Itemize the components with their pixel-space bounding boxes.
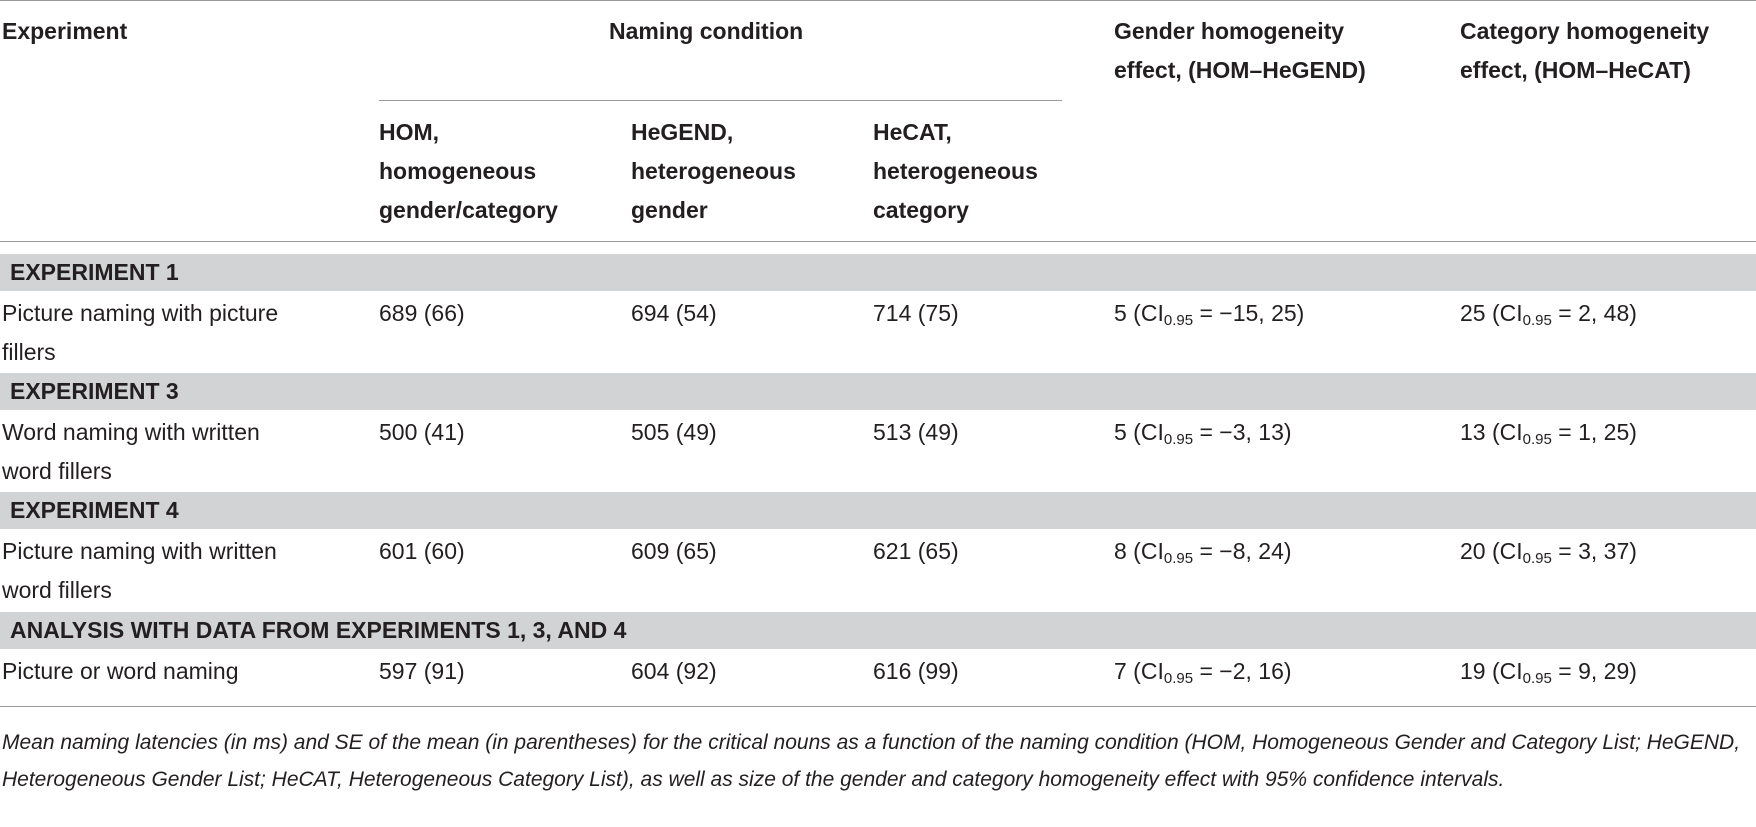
gender-effect-ci: −15, 25 xyxy=(1219,300,1297,326)
cell-category-effect: 19 ($CI_{0.95} = 9$, 29) xyxy=(1460,658,1637,687)
ci-label: CI xyxy=(1140,658,1164,684)
row-label-line-1: Picture naming with written xyxy=(2,538,277,564)
category-effect-value: 25 xyxy=(1460,300,1486,326)
header-bottom-rule xyxy=(0,241,1756,242)
cell-hegend: 505 (49) xyxy=(631,419,717,445)
ci-label: CI xyxy=(1140,300,1164,326)
row-label-line-2: word fillers xyxy=(2,577,112,603)
header-category-effect-line-1: Category homogeneity xyxy=(1460,18,1710,44)
category-effect-value: 13 xyxy=(1460,419,1486,445)
section-band xyxy=(0,254,1756,291)
row-label-line-2: word fillers xyxy=(2,458,112,484)
category-effect-ci: 9, 29 xyxy=(1578,658,1630,684)
cell-hecat: 616 (99) xyxy=(873,658,959,684)
header-hom-line-1: HOM, xyxy=(379,119,440,145)
gender-effect-value: 7 xyxy=(1114,658,1127,684)
ci-label: CI xyxy=(1499,658,1523,684)
table-bottom-rule xyxy=(0,706,1756,707)
naming-condition-rule xyxy=(379,100,1062,101)
cell-hegend: 609 (65) xyxy=(631,538,717,564)
header-hom-line-2: homogeneous xyxy=(379,158,537,184)
header-hom xyxy=(379,113,558,230)
cell-category-effect: 20 ($CI_{0.95} = 3$, 37) xyxy=(1460,538,1637,567)
table-caption: Mean naming latencies (in ms) and SE of the mean (in parentheses) for the critical nouns as a function of the naming condition (HOM, Homogeneous Gender and Category List; HeGEND, Heterogeneous Gender List; HeCAT, Heterogeneous Category List), as well as size of the gender and category homogeneity effect with 95% confidence intervals. xyxy=(2,731,1741,791)
section-title: EXPERIMENT 3 xyxy=(10,378,179,404)
row-label-line-1: Picture naming with picture xyxy=(2,300,279,326)
header-experiment: Experiment xyxy=(2,18,128,44)
header-category-effect-line-2: effect, (HOM–HeCAT) xyxy=(1460,57,1691,83)
row-label-line-2: fillers xyxy=(2,339,56,365)
ci-subscript: 0.95 xyxy=(1163,431,1194,448)
header-hegend-line-3: gender xyxy=(631,197,708,223)
cell-hom: 500 (41) xyxy=(379,419,465,445)
header-hecat xyxy=(873,113,1038,230)
cell-hegend: 694 (54) xyxy=(631,300,717,326)
section-band xyxy=(0,612,1756,649)
section-title: EXPERIMENT 1 xyxy=(10,259,179,285)
category-effect-value: 19 xyxy=(1460,658,1486,684)
cell-category-effect: 13 ($CI_{0.95} = 1$, 25) xyxy=(1460,419,1637,448)
header-gender-effect-line-2: effect, (HOM–HeGEND) xyxy=(1114,57,1366,83)
header-hegend xyxy=(631,113,796,230)
ci-label: CI xyxy=(1499,538,1523,564)
cell-category-effect: 25 ($CI_{0.95} = 2$, 48) xyxy=(1460,300,1637,329)
table-top-rule xyxy=(0,0,1756,1)
section-title: ANALYSIS WITH DATA FROM EXPERIMENTS 1, 3, AND 4 xyxy=(10,617,627,643)
category-effect-ci: 3, 37 xyxy=(1578,538,1630,564)
row-label xyxy=(2,652,239,691)
ci-label: CI xyxy=(1499,300,1523,326)
cell-gender-effect: 5 ($CI_{0.95} = -15$, 25) xyxy=(1114,300,1305,329)
cell-hom: 689 (66) xyxy=(379,300,465,326)
cell-hom: 601 (60) xyxy=(379,538,465,564)
cell-hecat: 714 (75) xyxy=(873,300,959,326)
header-gender-effect-line-1: Gender homogeneity xyxy=(1114,18,1345,44)
header-gender-effect xyxy=(1114,12,1366,90)
ci-label: CI xyxy=(1140,538,1164,564)
header-naming-condition: Naming condition xyxy=(609,18,804,44)
cell-hecat: 621 (65) xyxy=(873,538,959,564)
row-label xyxy=(2,413,260,491)
category-effect-ci: 2, 48 xyxy=(1578,300,1630,326)
header-category-effect xyxy=(1460,12,1709,90)
ci-label: CI xyxy=(1140,419,1164,445)
category-effect-value: 20 xyxy=(1460,538,1486,564)
category-effect-ci: 1, 25 xyxy=(1578,419,1630,445)
cell-hegend: 604 (92) xyxy=(631,658,717,684)
ci-subscript: 0.95 xyxy=(1522,670,1552,687)
header-hegend-line-2: heterogeneous xyxy=(631,158,796,184)
cell-gender-effect: 5 ($CI_{0.95} = -3$, 13) xyxy=(1114,419,1292,448)
ci-subscript: 0.95 xyxy=(1522,312,1552,329)
header-hom-line-3: gender/category xyxy=(379,197,558,223)
gender-effect-value: 5 xyxy=(1114,419,1127,445)
gender-effect-value: 8 xyxy=(1114,538,1127,564)
header-hecat-line-1: HeCAT, xyxy=(873,119,952,145)
gender-effect-ci: −2, 16 xyxy=(1219,658,1284,684)
gender-effect-ci: −8, 24 xyxy=(1219,538,1284,564)
cell-gender-effect: 7 ($CI_{0.95} = -2$, 16) xyxy=(1114,658,1292,687)
ci-subscript: 0.95 xyxy=(1522,431,1552,448)
gender-effect-value: 5 xyxy=(1114,300,1127,326)
header-hegend-line-1: HeGEND, xyxy=(631,119,734,145)
row-label xyxy=(2,532,277,610)
header-hecat-line-2: heterogeneous xyxy=(873,158,1038,184)
row-label xyxy=(2,294,278,372)
section-band xyxy=(0,373,1756,410)
header-hecat-line-3: category xyxy=(873,197,969,223)
section-band xyxy=(0,492,1756,529)
gender-effect-ci: −3, 13 xyxy=(1219,419,1284,445)
ci-subscript: 0.95 xyxy=(1163,312,1194,329)
ci-subscript: 0.95 xyxy=(1163,550,1194,567)
cell-gender-effect: 8 ($CI_{0.95} = -8$, 24) xyxy=(1114,538,1292,567)
row-label-line-1: Picture or word naming xyxy=(2,658,239,684)
row-label-line-1: Word naming with written xyxy=(2,419,260,445)
cell-hecat: 513 (49) xyxy=(873,419,959,445)
ci-subscript: 0.95 xyxy=(1163,670,1194,687)
ci-subscript: 0.95 xyxy=(1522,550,1552,567)
section-title: EXPERIMENT 4 xyxy=(10,497,179,523)
cell-hom: 597 (91) xyxy=(379,658,465,684)
ci-label: CI xyxy=(1499,419,1523,445)
